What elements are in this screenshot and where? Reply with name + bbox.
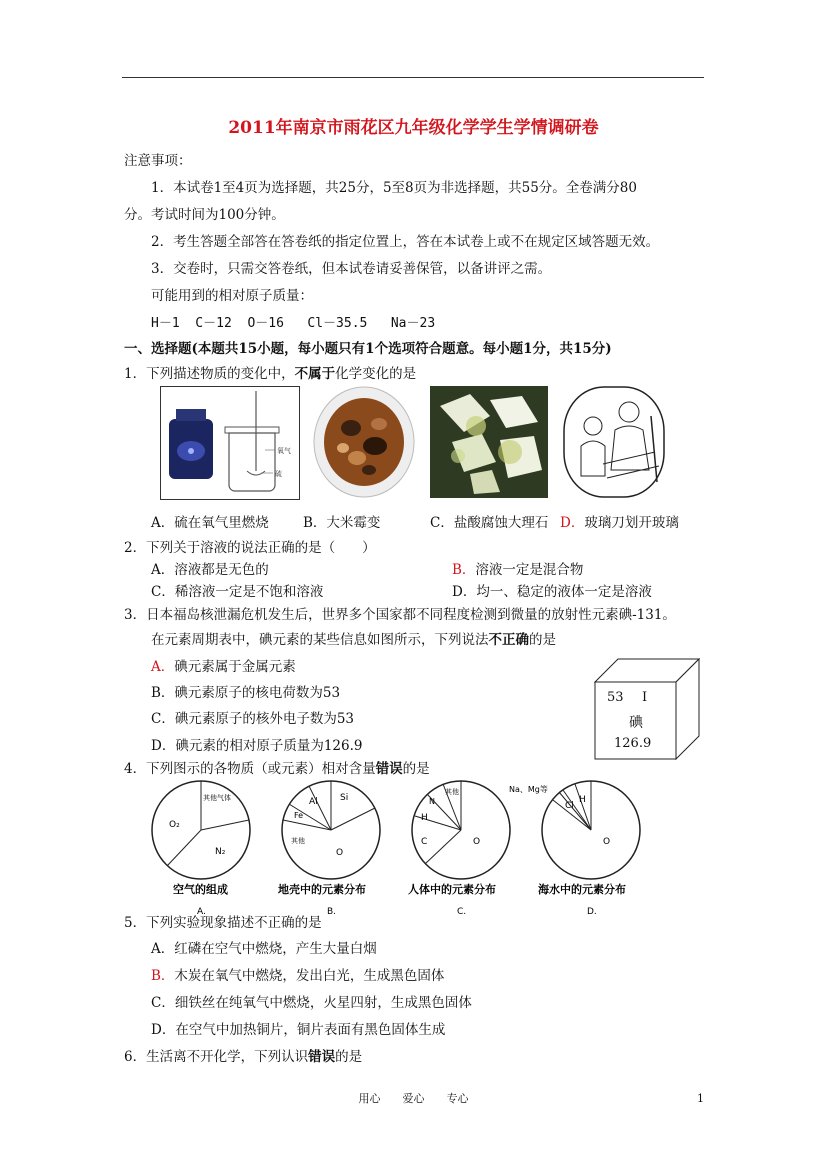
q3-option-b: B．碘元素原子的核电荷数为53	[151, 685, 341, 701]
q3-option-d: D．碘元素的相对原子质量为126.9	[151, 738, 363, 754]
oxygen-label: 氧气	[277, 447, 291, 455]
q1-stem: 1．下列描述物质的变化中，不属于化学变化的是	[124, 366, 417, 382]
q1-option-a: A．硫在氧气里燃烧	[151, 515, 269, 531]
q4-stem: 4．下列图示的各物质（或元素）相对含量错误的是	[124, 761, 430, 777]
q2-option-d: D．均一、稳定的液体一定是溶液	[452, 584, 652, 600]
q5-option-b: B．木炭在氧气中燃烧，发出白光，生成黑色固体	[151, 968, 445, 984]
photo-marble-acid	[430, 386, 548, 498]
page-title: 2011年南京市雨花区九年级化学学生学情调研卷	[228, 118, 599, 138]
notice-line2: 2．考生答题全部答在答卷纸的指定位置上，答在本试卷上或不在规定区域答题无效。	[151, 234, 660, 250]
q2-option-b: B．溶液一定是混合物	[452, 562, 584, 578]
notice-line1b: 分。考试时间为100分钟。	[124, 207, 285, 223]
pie-body	[408, 781, 510, 917]
photo-glass-cutting	[563, 386, 665, 498]
pie-sea-label-cl: Cl	[565, 801, 574, 811]
element-number: 53	[607, 690, 624, 705]
page-number: 1	[697, 1092, 704, 1105]
pie-air	[152, 781, 250, 917]
pie-crust-caption: 地壳中的元素分布	[278, 883, 366, 896]
q5-option-c: C．细铁丝在纯氧气中燃烧，火星四射，生成黑色固体	[151, 995, 472, 1011]
element-symbol: I	[642, 690, 648, 705]
pie-crust-letter: B.	[327, 907, 337, 917]
section1-heading: 一、选择题(本题共15小题，每小题只有1个选项符合题意。每小题1分，共15分)	[124, 341, 612, 357]
pie-seawater	[509, 781, 640, 917]
photo-sulfur-burning	[160, 386, 300, 500]
q2-stem: 2．下列关于溶液的说法正确的是（ ）	[124, 540, 376, 556]
atomic-mass-heading: 可能用到的相对原子质量：	[151, 288, 313, 304]
pie-sea-label-h: H	[579, 795, 586, 805]
pie-body-label-c: C	[421, 837, 428, 847]
q1-option-c: C．盐酸腐蚀大理石	[430, 515, 549, 531]
pie-air-label-o2: O₂	[169, 820, 180, 830]
pie-air-label-other: 其他气体	[203, 794, 231, 802]
pie-body-label-n: N	[429, 797, 435, 806]
q2-option-c: C．稀溶液一定是不饱和溶液	[151, 584, 324, 600]
notice-line1a: 1．本试卷1至4页为选择题，共25分，5至8页为非选择题，共55分。全卷满分80	[151, 180, 637, 196]
element-mass: 126.9	[614, 736, 652, 751]
q3-option-a: A．碘元素属于金属元素	[151, 659, 296, 675]
notice-line3: 3．交卷时，只需交答卷纸，但本试卷请妥善保管，以备讲评之需。	[151, 261, 552, 277]
pie-crust-label-si: Si	[340, 793, 349, 803]
pie-body-label-other: 其他	[445, 788, 459, 796]
q6-stem: 6．生活离不开化学，下列认识错误的是	[124, 1049, 363, 1065]
element-name: 碘	[629, 715, 643, 731]
sulfur-label: 硫	[275, 470, 282, 478]
q3-stem2: 在元素周期表中，碘元素的某些信息如图所示，下列说法不正确的是	[151, 632, 556, 648]
pie-crust-label-fe: Fe	[294, 811, 304, 820]
pie-body-label-h: H	[421, 813, 428, 823]
pie-crust-label-other: 其他	[291, 837, 305, 845]
pie-air-letter: A.	[197, 907, 206, 917]
photo-moldy-rice	[313, 386, 415, 498]
atomic-mass-values: H－1 C－12 O－16 Cl－35.5 Na－23	[151, 316, 436, 331]
q1-option-d: D．玻璃刀划开玻璃	[560, 515, 679, 531]
pie-body-letter: C.	[457, 907, 467, 917]
pie-crust	[278, 781, 380, 917]
pie-sea-label-o: O	[603, 837, 611, 847]
q5-option-a: A．红磷在空气中燃烧，产生大量白烟	[151, 941, 377, 957]
pie-crust-label-o: O	[336, 848, 344, 858]
footer-motto: 用心 爱心 专心	[358, 1092, 469, 1105]
pie-sea-letter: D.	[587, 907, 597, 917]
pie-air-caption: 空气的组成	[173, 883, 228, 896]
q3-stem1: 3．日本福岛核泄漏危机发生后，世界多个国家都不同程度检测到微量的放射性元素碘-131。	[124, 607, 676, 623]
pie-body-caption: 人体中的元素分布	[408, 883, 496, 896]
q4-pie-figure	[143, 780, 653, 920]
pie-sea-caption: 海水中的元素分布	[538, 883, 626, 896]
q5-stem: 5．下列实验现象描述不正确的是	[124, 915, 322, 931]
notice-heading: 注意事项：	[124, 153, 192, 169]
element-cell-iodine	[594, 658, 700, 760]
pie-crust-label-al: Al	[309, 797, 318, 807]
pie-sea-label-nam: Na、Mg等	[509, 785, 548, 794]
pie-body-label-o: O	[473, 837, 481, 847]
q2-option-a: A．溶液都是无色的	[151, 562, 269, 578]
header-rule	[122, 77, 704, 78]
q1-option-b: B．大米霉变	[303, 515, 381, 531]
pie-air-label-n2: N₂	[215, 847, 226, 857]
q3-option-c: C．碘元素原子的核外电子数为53	[151, 711, 355, 727]
q5-option-d: D．在空气中加热铜片，铜片表面有黑色固体生成	[151, 1022, 446, 1038]
